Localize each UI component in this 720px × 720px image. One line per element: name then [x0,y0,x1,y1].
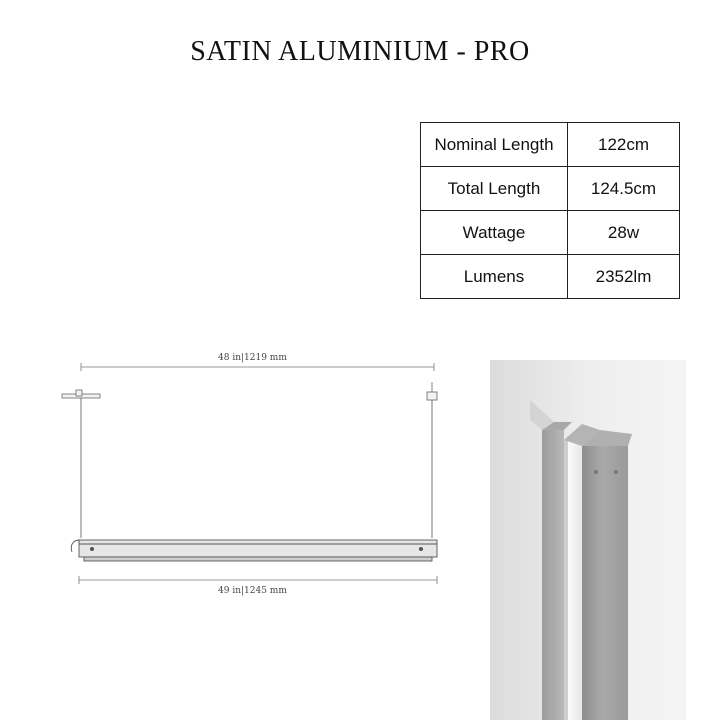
table-row [421,123,680,167]
technical-drawing [0,340,480,620]
top-dimension-label: 48 in|1219 mm [218,353,287,363]
bottom-dimension-label: 49 in|1245 mm [218,586,287,596]
table-row [421,167,680,211]
spec-value: 28w [568,211,680,255]
left-canopy [62,390,100,398]
right-canopy [427,382,437,400]
spec-value: 124.5cm [568,167,680,211]
pendant-drawing-svg [0,340,480,620]
luminaire-body [79,540,437,561]
top-dimension-line [81,363,434,371]
spec-table [420,122,680,299]
suspension-cables [81,398,432,538]
table-row [421,255,680,299]
spec-label: Nominal Length [421,123,568,167]
product-photo [490,360,686,720]
spec-value: 2352lm [568,255,680,299]
product-photo-svg [490,360,686,720]
spec-label: Total Length [421,167,568,211]
spec-label: Lumens [421,255,568,299]
spec-value: 122cm [568,123,680,167]
bottom-dimension-line [79,576,437,584]
page-title: SATIN ALUMINIUM - PRO [190,36,530,67]
spec-label: Wattage [421,211,568,255]
table-row [421,211,680,255]
